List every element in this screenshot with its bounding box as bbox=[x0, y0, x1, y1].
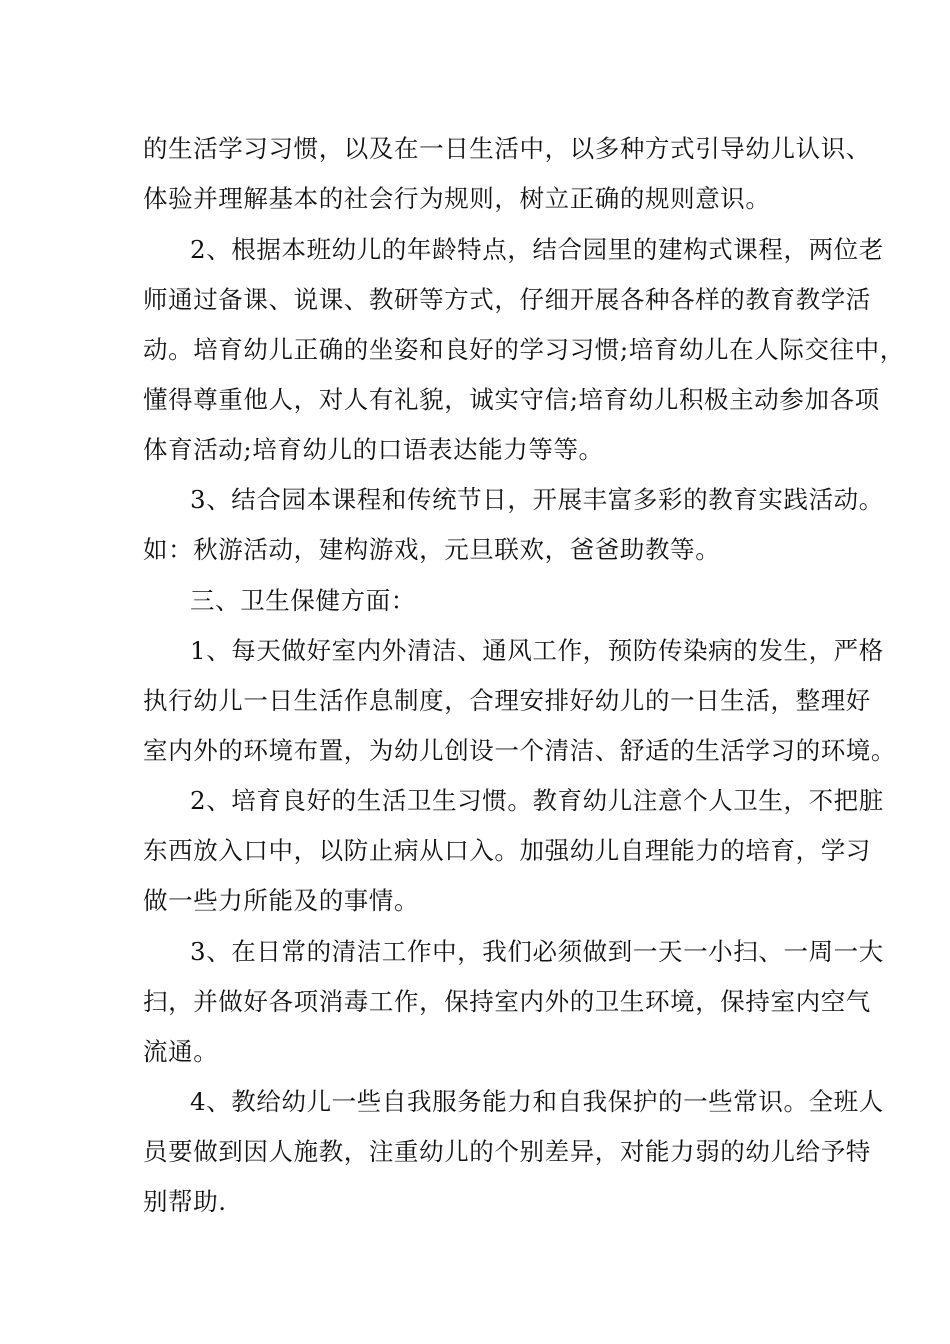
text-line: 如：秋游活动，建构游戏，元旦联欢，爸爸助教等。 bbox=[143, 535, 721, 564]
text-line: 流通。 bbox=[143, 1037, 219, 1066]
text-line: 师通过备课、说课、教研等方式，仔细开展各种各样的教育教学活 bbox=[143, 285, 871, 314]
text-line: 的生活学习习惯，以及在一日生活中，以多种方式引导幼儿认识、 bbox=[143, 134, 871, 163]
text-line: 别帮助. bbox=[143, 1187, 227, 1216]
text-line: 做一些力所能及的事情。 bbox=[143, 886, 420, 915]
text-line: 东西放入口中，以防止病从口入。加强幼儿自理能力的培育，学习 bbox=[143, 836, 871, 865]
section-heading: 三、卫生保健方面： bbox=[190, 586, 416, 615]
text-line: 1、每天做好室内外清洁、通风工作，预防传染病的发生，严格 bbox=[190, 636, 884, 665]
text-line: 室内外的环境布置，为幼儿创设一个清洁、舒适的生活学习的环境。 bbox=[143, 736, 896, 765]
text-line: 3、在日常的清洁工作中，我们必须做到一天一小扫、一周一大 bbox=[190, 937, 884, 966]
text-line: 4、教给幼儿一些自我服务能力和自我保护的一些常识。全班人 bbox=[190, 1087, 884, 1116]
text-line: 扫，并做好各项消毒工作，保持室内外的卫生环境，保持室内空气 bbox=[143, 987, 871, 1016]
text-line: 执行幼儿一日生活作息制度，合理安排好幼儿的一日生活，整理好 bbox=[143, 686, 871, 715]
text-line: 3、结合园本课程和传统节日，开展丰富多彩的教育实践活动。 bbox=[190, 485, 884, 514]
text-line: 懂得尊重他人，对人有礼貌，诚实守信;培育幼儿积极主动参加各项 bbox=[143, 385, 880, 414]
text-line: 体验并理解基本的社会行为规则，树立正确的规则意识。 bbox=[143, 184, 771, 213]
text-line: 员要做到因人施教，注重幼儿的个别差异，对能力弱的幼儿给予特 bbox=[143, 1137, 871, 1166]
text-line: 动。培育幼儿正确的坐姿和良好的学习习惯;培育幼儿在人际交往中， bbox=[143, 335, 905, 364]
text-line: 2、培育良好的生活卫生习惯。教育幼儿注意个人卫生，不把脏 bbox=[190, 786, 884, 815]
text-line: 体育活动;培育幼儿的口语表达能力等等。 bbox=[143, 435, 604, 464]
text-line: 2、根据本班幼儿的年龄特点，结合园里的建构式课程，两位老 bbox=[190, 235, 884, 264]
